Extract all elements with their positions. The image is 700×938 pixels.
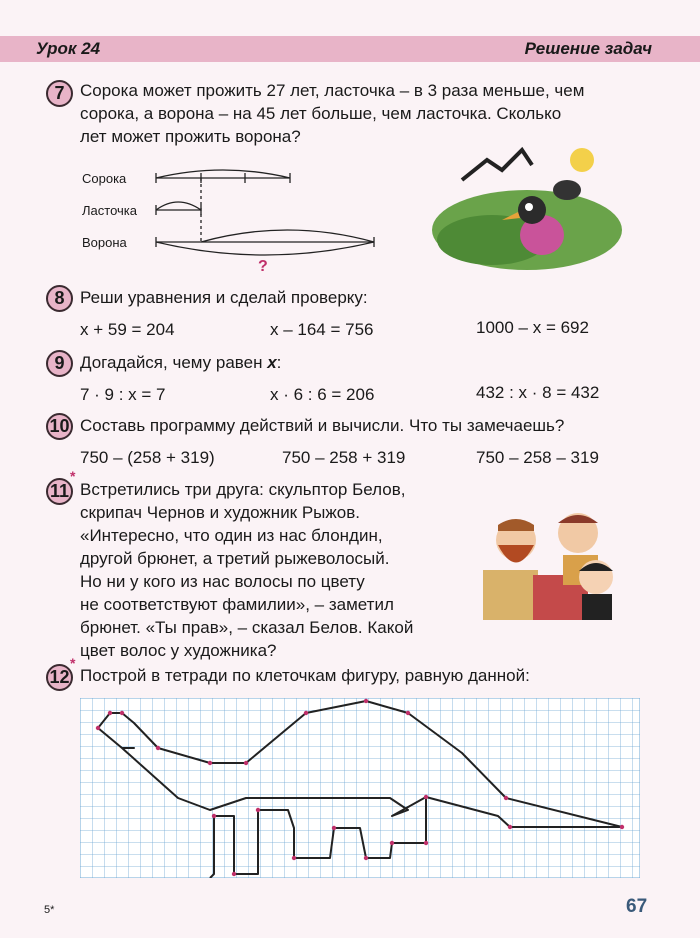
task-10-expression-1: 750 – (258 + 319): [80, 448, 215, 467]
task-10-expression-2: 750 – 258 + 319: [282, 448, 406, 467]
task-10-number: 10: [46, 413, 73, 440]
task-8-equation-3: 1000 – x = 692: [476, 318, 589, 337]
segment-diagram: [150, 160, 390, 275]
task-9-text-before: Догадайся, чему равен: [80, 353, 268, 372]
magpie-icon: [553, 180, 581, 200]
task-11-line-3: «Интересно, что один из нас блондин,: [80, 526, 383, 545]
task-10-text: Составь программу действий и вычисли. Что ты замечаешь?: [80, 416, 565, 435]
task-7-line-1: Сорока может прожить 27 лет, ласточка – в 3 раза меньше, чем: [80, 81, 585, 100]
task-10-expression-3: 750 – 258 – 319: [476, 448, 599, 467]
task-9-equation-1: 7 · 9 : x = 7: [80, 385, 166, 404]
task-12-star: *: [70, 655, 76, 671]
task-7-number: 7: [46, 80, 73, 107]
grid-lines: [80, 698, 640, 878]
label-crow: Ворона: [82, 235, 127, 250]
label-magpie: Сорока: [82, 171, 127, 186]
task-11-line-6: не соответствуют фамилии», – заметил: [80, 595, 394, 614]
task-12-text: Построй в тетради по клеточкам фигуру, равную данной:: [80, 666, 530, 685]
lesson-title: Урок 24: [36, 39, 101, 58]
task-11-line-7: брюнет. «Ты прав», – сказал Белов. Какой: [80, 618, 414, 637]
task-7-line-2: сорока, а ворона – на 45 лет больше, чем ласточка. Сколько: [80, 104, 562, 123]
page-header: [0, 36, 700, 62]
question-mark: ?: [258, 258, 268, 275]
task-9-text-after: :: [276, 353, 282, 372]
label-swallow: Ласточка: [82, 203, 137, 218]
task-8-number: 8: [46, 285, 73, 312]
topic-title: Решение задач: [524, 39, 652, 58]
task-9-text: [80, 352, 281, 374]
task-11-line-8: цвет волос у художника?: [80, 641, 277, 660]
task-8-equation-2: x – 164 = 756: [270, 320, 374, 339]
task-8-equation-1: x + 59 = 204: [80, 320, 175, 339]
task-7-line-3: лет может прожить ворона?: [80, 127, 301, 146]
sun-icon: [570, 148, 594, 172]
page-number: 67: [626, 896, 648, 917]
task-11-line-1: Встретились три друга: скульптор Белов,: [80, 480, 406, 499]
footer-mark: 5*: [44, 904, 55, 916]
birds-illustration: [432, 140, 627, 275]
task-9-variable: x: [267, 353, 277, 372]
task-9-equation-2: x · 6 : 6 = 206: [270, 385, 375, 404]
task-11-line-5: Но ни у кого из нас волосы по цвету: [80, 572, 365, 591]
task-12-number: 12: [46, 664, 73, 691]
task-11-star: *: [70, 468, 76, 484]
task-11-number: 11: [46, 478, 73, 505]
three-friends-illustration: [478, 495, 636, 625]
task-8-text: Реши уравнения и сделай проверку:: [80, 288, 368, 307]
grid-figure: [80, 698, 640, 878]
task-9-equation-3: 432 : x · 8 = 432: [476, 383, 600, 402]
task-11-line-2: скрипач Чернов и художник Рыжов.: [80, 503, 360, 522]
task-11-line-4: другой брюнет, а третий рыжеволосый.: [80, 549, 390, 568]
task-9-number: 9: [46, 350, 73, 377]
swallow-icon: [462, 150, 532, 180]
